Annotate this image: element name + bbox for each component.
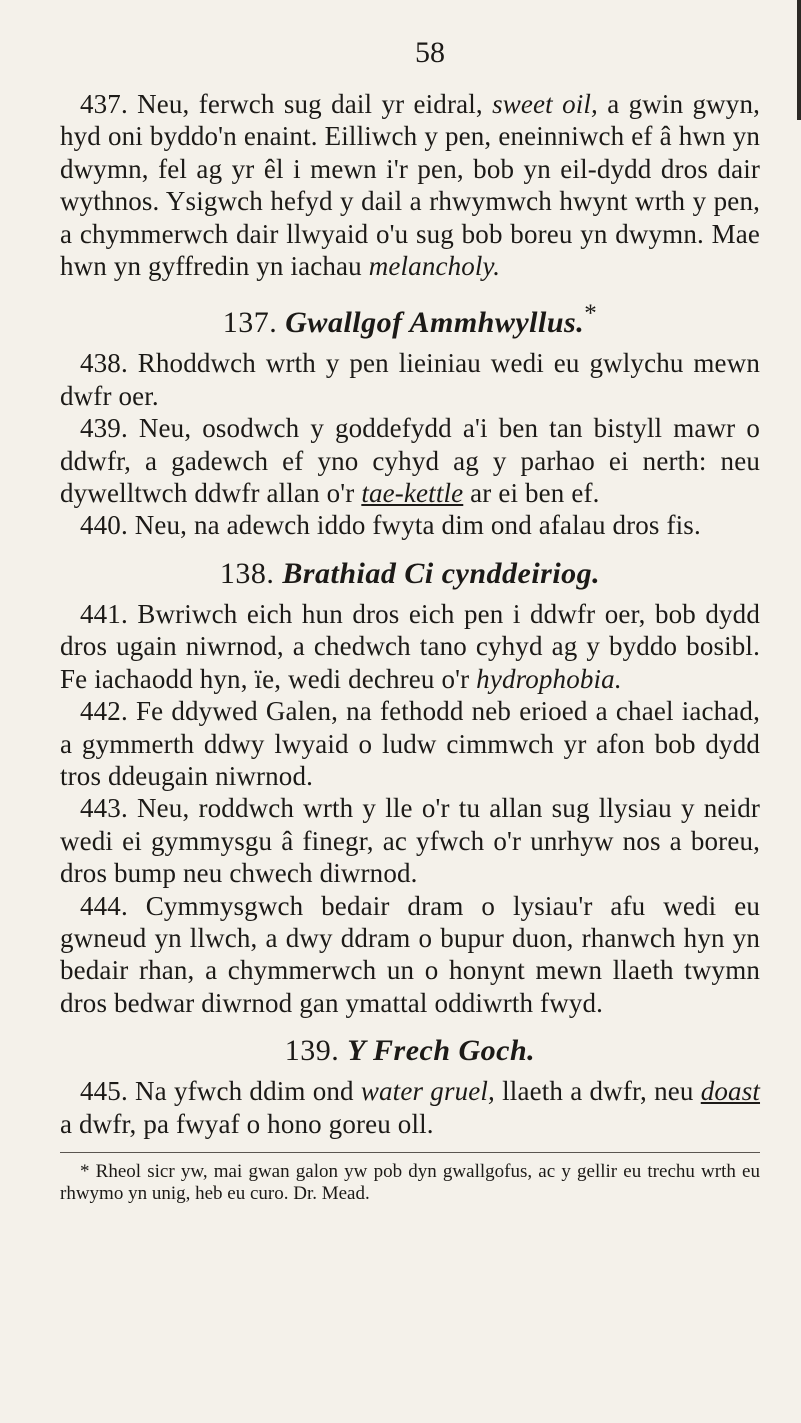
text-run: water gruel, (360, 1076, 495, 1107)
footnote-divider (60, 1152, 760, 1153)
text-run: 437. Neu, ferwch sug dail yr eidral, (80, 89, 493, 119)
section-number: 139. (284, 1034, 348, 1068)
text-run: sweet oil, (492, 89, 598, 119)
paragraph-444 (60, 890, 760, 1020)
section-heading (60, 1033, 760, 1069)
section-heading (60, 556, 760, 592)
paragraph-443 (60, 792, 760, 889)
text-run: 444. Cymmysgwch bedair dram o lysiau'r afu wedi eu gwneud yn llwch, a dwy ddram o bupur duon, rhanwch hyn yn bedair rhan, a chymmerwch un o honynt mewn llaeth twymn dros bedwar diwrnod gan ymattal oddiwrth fwyd. (60, 890, 760, 1018)
text-run: 438. Rhoddwch wrth y pen lieiniau wedi eu gwlychu mewn dwfr oer. (60, 348, 760, 411)
page-content (60, 88, 760, 1140)
text-run: 445. Na yfwch ddim ond (80, 1076, 361, 1107)
paragraph-440 (60, 509, 760, 541)
section-title: Gwallgof Ammhwyllus. (285, 306, 585, 340)
text-run: llaeth a dwfr, neu (494, 1076, 701, 1107)
paragraph-441 (60, 598, 760, 695)
paragraph-437 (60, 88, 760, 282)
section-title: Y Frech Goch. (347, 1034, 536, 1068)
section-title: Brathiad Ci cynddeiriog. (282, 556, 601, 590)
section-number: 138. (219, 556, 283, 590)
book-page (60, 36, 760, 1205)
text-run: tae-kettle (361, 478, 464, 509)
page-number: 58 (415, 36, 445, 69)
text-run: 440. Neu, na adewch iddo fwyta dim ond afalau dros fis. (80, 510, 701, 541)
paragraph-445 (60, 1075, 760, 1140)
paragraph-442 (60, 695, 760, 792)
page-edge-shadow (797, 0, 801, 120)
text-run: doast (700, 1076, 761, 1107)
section-heading (60, 296, 760, 341)
paragraph-439 (60, 412, 760, 509)
text-run: a gwin gwyn, hyd oni byddo'n enaint. Eilliwch y pen, eneinniwch ef â hwn yn dwymn, fel ag yr êl i mewn i'r pen, bob yn eil-dydd dros dair wythnos. Ysigwch hefyd y dail a rhwymwch hwynt wrth y pen, a chymmerwch dair llwyaid o'u sug bob boreu yn dwymn. Mae hwn yn gyffredin yn iachau (60, 89, 760, 282)
section-number: 137. (222, 306, 286, 340)
text-run: hydrophobia. (476, 663, 622, 694)
text-run: 439. Neu, osodwch y goddefydd a'i ben tan bistyll mawr o ddwfr, a gadewch ef yno cyhyd ag y parhao ei nerth: neu dywelltwch ddwfr allan o'r (60, 413, 760, 509)
text-run: melancholy. (368, 251, 501, 282)
text-run: a dwfr, pa fwyaf o hono goreu oll. (60, 1108, 434, 1139)
paragraph-438 (60, 347, 760, 412)
text-run: ar ei ben ef. (463, 478, 600, 509)
footnote-marker: * (584, 300, 598, 328)
text-run: 441. Bwriwch eich hun dros eich pen i ddwfr oer, bob dydd dros ugain niwrnod, a chedwch tano cyhyd ag y byddo bosibl. Fe iachaodd hyn, ïe, wedi dechreu o'r (60, 598, 760, 694)
text-run: 442. Fe ddywed Galen, na fethodd neb erioed a chael iachad, a gymmerth ddwy lwyaid o ludw cimmwch yr afon bob dydd tros ddeugain niwrnod. (60, 696, 760, 791)
footnote: * Rheol sicr yw, mai gwan galon yw pob dyn gwallgofus, ac y gellir eu trechu wrth eu rhwymo yn unig, heb eu curo. Dr. Mead. (60, 1160, 760, 1204)
text-run: 443. Neu, roddwch wrth y lle o'r tu allan sug llysiau y neidr wedi ei gymmysgu â finegr, ac yfwch o'r unrhyw nos a boreu, dros bump neu chwech diwrnod. (60, 793, 760, 889)
